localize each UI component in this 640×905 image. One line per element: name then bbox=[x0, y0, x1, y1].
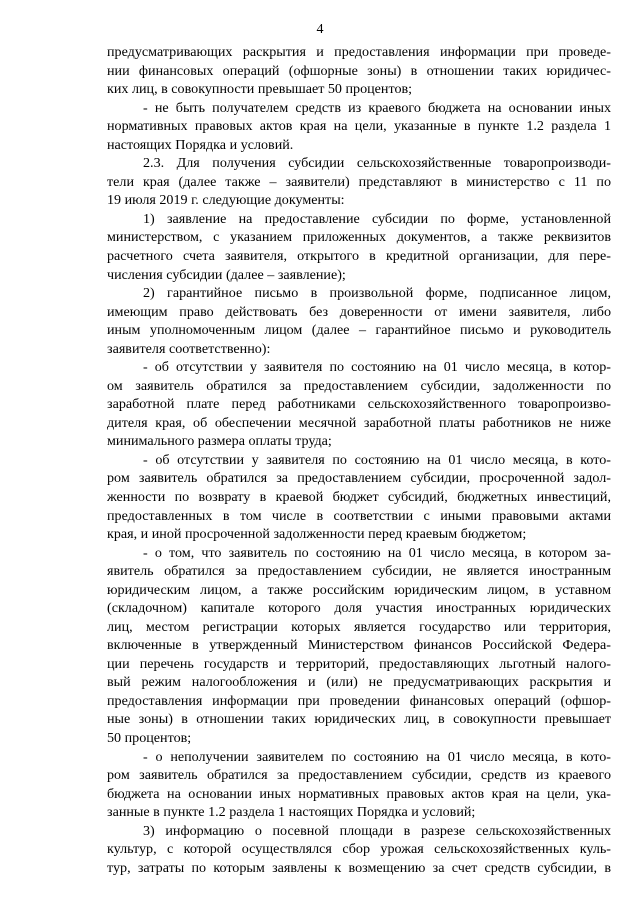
text-line: культур, с которой осуществлялся сбор урожая сельскохозяйственных куль- bbox=[107, 841, 611, 858]
text-line: ом заявитель обратился за предоставлением субсидии, задолженности по bbox=[107, 377, 611, 394]
text-line: нии финансовых операций (офшорные зоны) в отношении таких юридичес- bbox=[107, 62, 611, 79]
text-line: предоставления информации при проведении финансовых операций (офшор- bbox=[107, 692, 611, 709]
text-line: дителя края, об обеспечении месячной заработной платы работников не ниже bbox=[107, 414, 611, 431]
text-line: 3) информацию о посевной площади в разрезе сельскохозяйственных bbox=[143, 822, 611, 839]
text-line: ные зоны) в отношении таких юридических лиц, в совокупности превышает bbox=[107, 711, 611, 728]
text-line: занные в пункте 1.2 раздела 1 настоящих Порядка и условий; bbox=[107, 804, 476, 821]
text-line: тели края (далее также – заявители) представляют в министерство с 11 по bbox=[107, 173, 611, 190]
text-line: предусматривающих раскрытия и предоставления информации при проведе- bbox=[107, 44, 611, 60]
text-line: ких лиц, в совокупности превышает 50 процентов; bbox=[107, 81, 413, 98]
text-line: включенные в утвержденный Министерством финансов Российской Федера- bbox=[107, 637, 611, 654]
text-line: - о неполучении заявителем по состоянию на 01 число месяца, в кото- bbox=[143, 748, 611, 765]
text-line: ром заявитель обратился за предоставлением субсидии, просроченной задол- bbox=[107, 470, 611, 487]
text-line: края, и иной просроченной задолженности перед краевым бюджетом; bbox=[107, 526, 527, 542]
text-line: (складочном) капитале которого доля участия иностранных юридических bbox=[107, 600, 611, 617]
text-line: явитель обратился за предоставлением субсидии, не является иностранным bbox=[107, 563, 611, 580]
text-line: ром заявитель обратился за предоставлением субсидии, средств из краевого bbox=[107, 767, 611, 784]
text-line: 1) заявление на предоставление субсидии по форме, установленной bbox=[143, 210, 611, 227]
text-line: женности по возврату в краевой бюджет субсидий, бюджетных инвестиций, bbox=[107, 489, 611, 505]
text-line: - об отсутствии у заявителя по состоянию на 01 число месяца, в котор- bbox=[143, 359, 611, 376]
text-line: заявителя соответственно): bbox=[107, 340, 271, 357]
text-line: нормативных правовых актов края на цели, указанные в пункте 1.2 раздела 1 bbox=[107, 118, 611, 135]
page-number: 4 bbox=[316, 22, 324, 37]
text-line: 2) гарантийное письмо в произвольной форме, подписанное лицом, bbox=[143, 285, 611, 301]
text-line: - об отсутствии у заявителя по состоянию на 01 число месяца, в кото- bbox=[143, 451, 611, 468]
text-line: имеющим право действовать без доверенности от имени заявителя, либо bbox=[107, 303, 611, 320]
text-line: 2.3. Для получения субсидии сельскохозяйственные товаропроизводи- bbox=[143, 155, 611, 172]
text-line: расчетного счета заявителя, открытого в кредитной организации, для пере- bbox=[107, 247, 611, 264]
text-line: 50 процентов; bbox=[107, 730, 192, 746]
text-line: бюджета на основании иных нормативных правовых актов края на цели, ука- bbox=[107, 785, 611, 802]
text-line: минимального размера оплаты труда; bbox=[107, 433, 332, 450]
text-line: ции перечень государств и территорий, предоставляющих льготный налого- bbox=[107, 655, 611, 672]
text-line: 19 июля 2019 г. следующие документы: bbox=[107, 192, 345, 209]
text-line: - не быть получателем средств из краевого бюджета на основании иных bbox=[143, 99, 611, 116]
text-line: юридическим лицом, а также российским юридическим лицом, в уставном bbox=[107, 581, 611, 598]
text-line: числения субсидии (далее – заявление); bbox=[107, 266, 346, 283]
text-line: предоставленных в том числе в соответствии с иными правовыми актами bbox=[107, 507, 611, 524]
text-line: тур, затраты по которым заявлены к возмещению за счет средств субсидии, в bbox=[107, 859, 611, 876]
text-line: иным уполномоченным лицом (далее – гарантийное письмо и руководитель bbox=[107, 322, 611, 339]
text-line: вый режим налогообложения и (или) не предусматривающих раскрытия и bbox=[107, 674, 611, 691]
text-line: настоящих Порядка и условий. bbox=[107, 136, 294, 153]
text-line: министерством, с указанием приложенных документов, а также реквизитов bbox=[107, 229, 611, 246]
text-line: - о том, что заявитель по состоянию на 01 число месяца, в котором за- bbox=[143, 544, 611, 561]
text-line: лиц, местом регистрации которых является государство или территория, bbox=[107, 618, 611, 635]
text-line: заработной плате перед работниками сельскохозяйственного товаропроизво- bbox=[107, 396, 611, 413]
